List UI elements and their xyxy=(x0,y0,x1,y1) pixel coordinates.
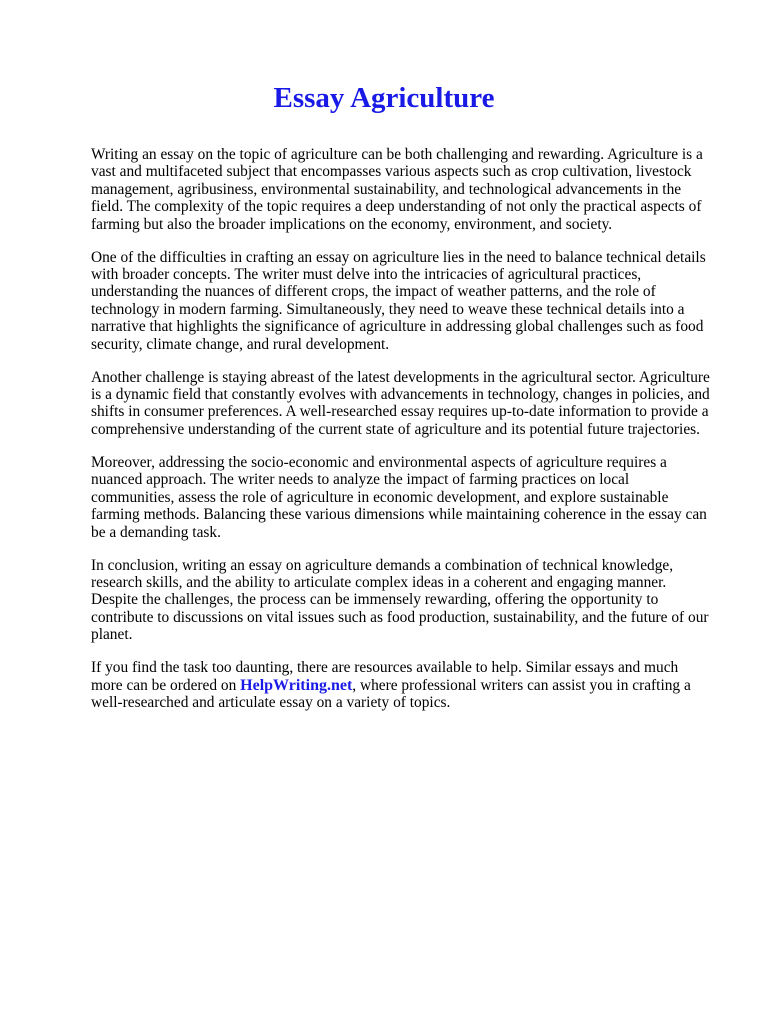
resources-text-after-link: , where professional writers can assist you in crafting a well-researched and articulate essay on a variety of topics. xyxy=(91,676,691,711)
essay-body xyxy=(91,146,711,727)
paragraph-conclusion: In conclusion, writing an essay on agriculture demands a combination of technical knowledge, research skills, and the ability to articulate complex ideas in a coherent and engaging manner. Despite the challenges, the process can be immensely rewarding, offering the opportunity to contribute to discussions on vital issues such as food production, sustainability, and the future of our planet. xyxy=(91,556,709,644)
page-title: Essay Agriculture xyxy=(273,82,495,114)
helpwriting-link[interactable]: HelpWriting.net xyxy=(240,676,353,694)
paragraph-socio-economic: Moreover, addressing the socio-economic and environmental aspects of agriculture requires a nuanced approach. The writer needs to analyze the impact of farming practices on local communities, assess the role of agriculture in economic development, and explore sustainable farming methods. Balancing these various dimensions while maintaining coherence in the essay can be a demanding task. xyxy=(91,453,707,541)
paragraph-difficulties: One of the difficulties in crafting an essay on agriculture lies in the need to balance technical details with broader concepts. The writer must delve into the intricacies of agricultural practices, understanding the nuances of different crops, the impact of weather patterns, and the role of technology in modern farming. Simultaneously, they need to weave these technical details into a narrative that highlights the significance of agriculture in addressing global challenges such as food security, climate change, and rural development. xyxy=(91,248,706,353)
resources-text-before-link: If you find the task too daunting, there are resources available to help. Similar essays and much more can be ordered on xyxy=(91,659,679,694)
paragraph-challenge: Another challenge is staying abreast of the latest developments in the agricultural sector. Agriculture is a dynamic field that constantly evolves with advancements in technology, changes in policies, and shifts in consumer preferences. A well-researched essay requires up-to-date information to provide a comprehensive understanding of the current state of agriculture and its potential future trajectories. xyxy=(91,368,710,438)
paragraph-resources xyxy=(91,659,711,711)
paragraph-intro: Writing an essay on the topic of agriculture can be both challenging and rewarding. Agriculture is a vast and multifaceted subject that encompasses various aspects such as crop cultivation, livestock management, agribusiness, environmental sustainability, and technological advancements in the field. The complexity of the topic requires a deep understanding of not only the practical aspects of farming but also the broader implications on the economy, environment, and society. xyxy=(91,146,703,233)
